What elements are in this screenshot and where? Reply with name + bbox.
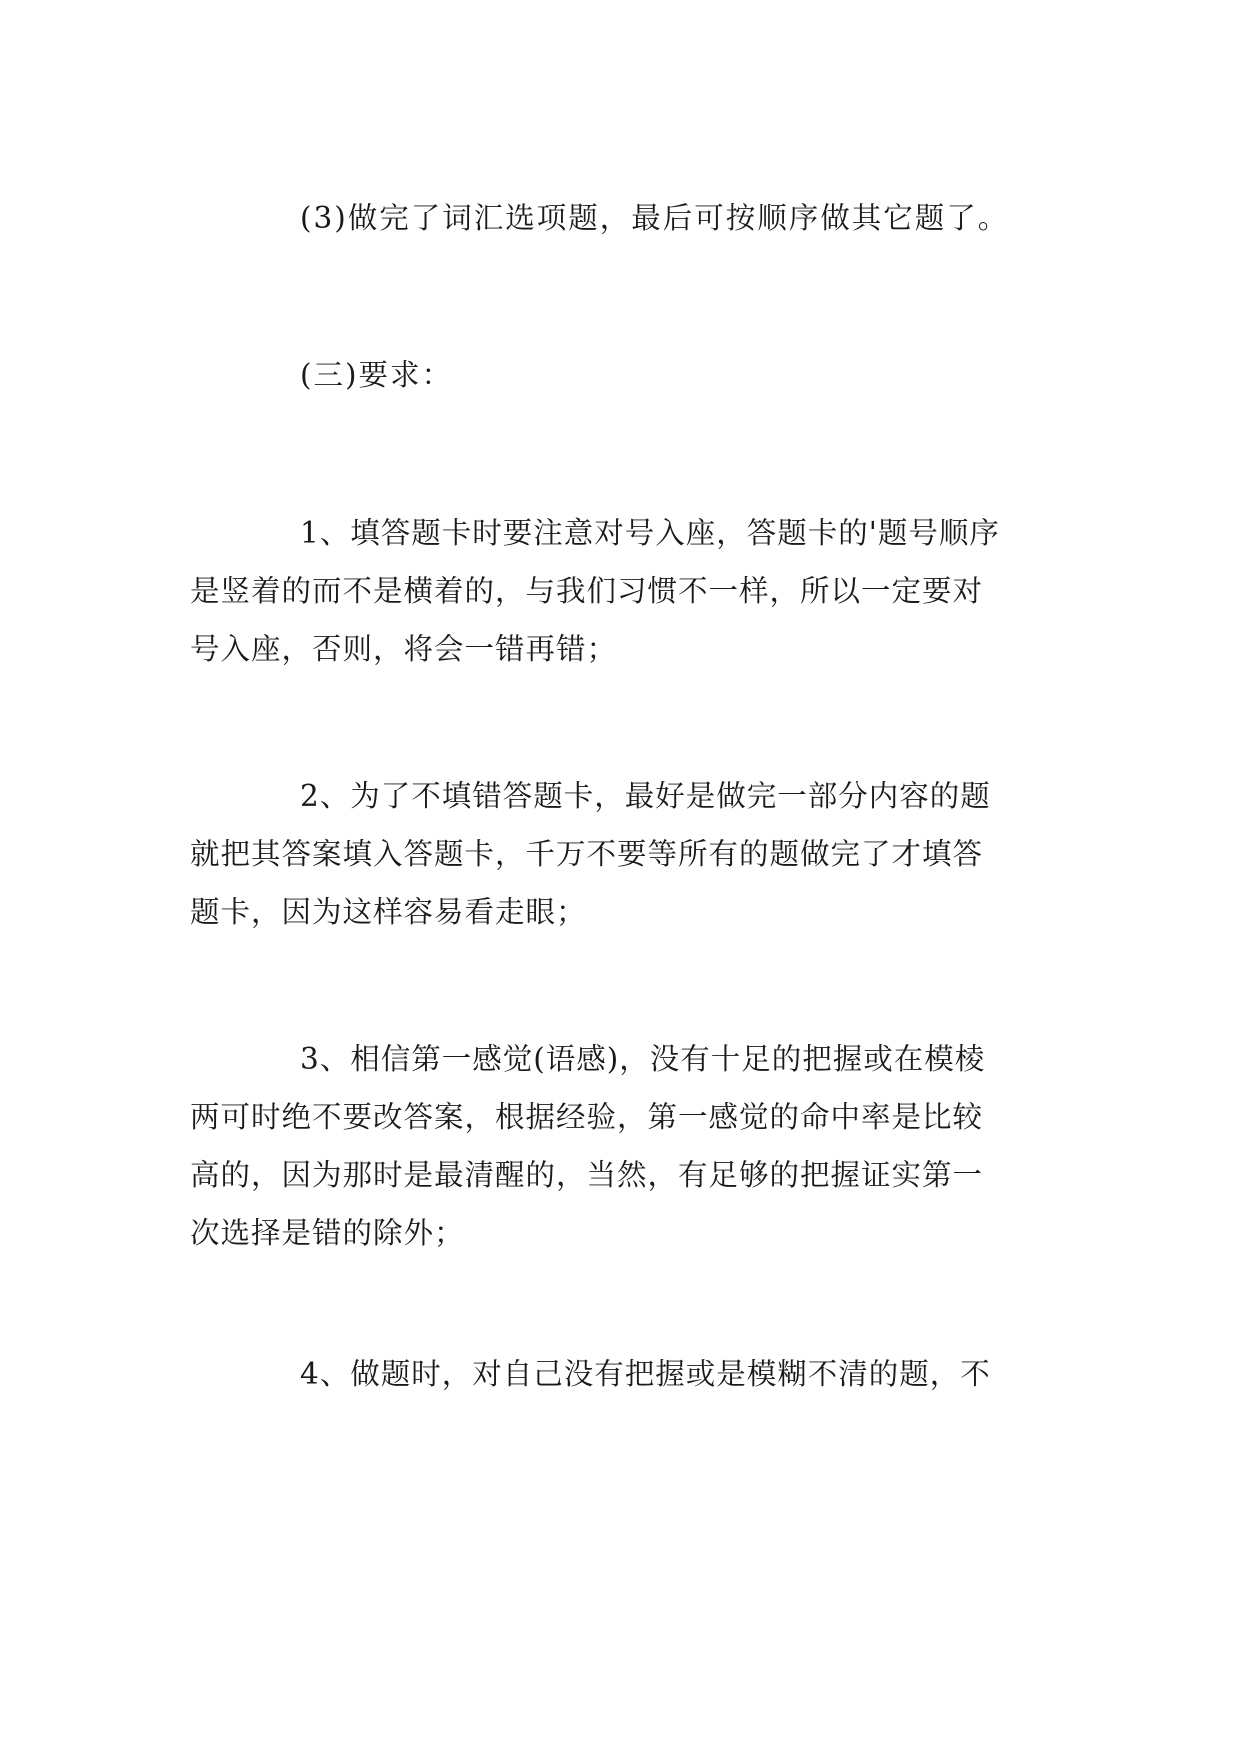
section-heading-requirements [190, 346, 1050, 404]
paragraph-requirement-2 [190, 767, 1050, 941]
paragraph-line: (3)做完了词汇选项题，最后可按顺序做其它题了。 [300, 201, 1010, 235]
paragraph-line: 高的，因为那时是最清醒的，当然，有足够的把握证实第一 [190, 1158, 984, 1192]
paragraph-line: 4、做题时，对自己没有把握或是模糊不清的题，不 [300, 1357, 991, 1391]
paragraph-line: 就把其答案填入答题卡，千万不要等所有的题做完了才填答 [190, 837, 984, 871]
paragraph-line: 2、为了不填错答题卡，最好是做完一部分内容的题 [300, 779, 991, 813]
paragraph-line: 3、相信第一感觉(语感)，没有十足的把握或在模棱 [300, 1042, 986, 1076]
paragraph-line: (三)要求： [300, 358, 454, 392]
paragraph-line: 是竖着的而不是横着的，与我们习惯不一样，所以一定要对 [190, 574, 984, 608]
paragraph-step-3 [190, 189, 1050, 247]
paragraph-requirement-4 [190, 1345, 1050, 1403]
paragraph-line: 两可时绝不要改答案，根据经验，第一感觉的命中率是比较 [190, 1100, 984, 1134]
paragraph-line: 题卡，因为这样容易看走眼； [190, 895, 587, 929]
paragraph-line: 1、填答题卡时要注意对号入座，答题卡的'题号顺序 [300, 516, 1000, 550]
paragraph-line: 号入座，否则，将会一错再错； [190, 632, 618, 666]
paragraph-line: 次选择是错的除外； [190, 1216, 465, 1250]
paragraph-requirement-1 [190, 504, 1050, 678]
paragraph-requirement-3 [190, 1030, 1050, 1262]
